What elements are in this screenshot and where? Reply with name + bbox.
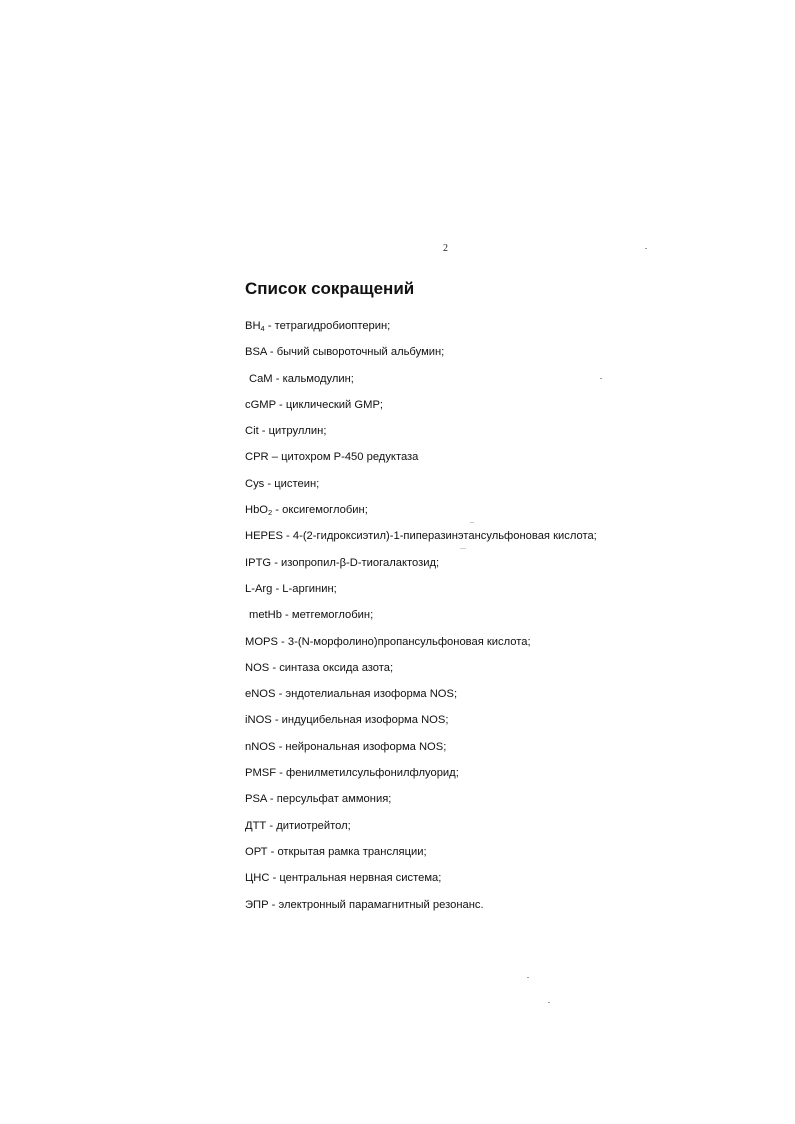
list-item-cgmp: [245, 397, 597, 423]
list-item-cys: [245, 476, 597, 502]
abbreviation-term: CPR: [245, 451, 269, 464]
abbreviation-term: BH: [245, 320, 261, 332]
list-item-bh4: [245, 318, 597, 344]
abbreviation-term: iNOS: [245, 714, 272, 727]
list-item-pmsf: [245, 765, 597, 791]
abbreviation-definition: - центральная нервная система;: [269, 872, 442, 885]
abbreviation-definition: - дитиотрейтол;: [266, 819, 351, 832]
list-item-nos: [245, 660, 597, 686]
list-item-bsa: [245, 344, 597, 370]
abbreviation-term: L-Arg: [245, 582, 273, 595]
list-item-mops: [245, 634, 597, 660]
list-item-l-arg: [245, 581, 597, 607]
abbreviation-term: MOPS: [245, 635, 278, 648]
abbreviation-definition: - бычий сывороточный альбумин;: [266, 346, 445, 359]
list-item-methb: [245, 607, 597, 633]
list-item-ort: [245, 844, 597, 870]
abbreviation-term: IPTG: [245, 556, 272, 569]
abbreviation-subscript: 4: [260, 324, 265, 333]
abbreviation-definition: – цитохром Р-450 редуктаза: [268, 451, 419, 464]
abbreviation-term: ЭПР: [245, 898, 269, 911]
abbreviation-definition: - изопропил-β-D-тиогалактозид;: [271, 556, 440, 569]
list-item-cit: [245, 423, 597, 449]
abbreviation-term: ОРТ: [245, 845, 268, 858]
abbreviation-definition: - персульфат аммония;: [266, 793, 392, 806]
abbreviation-definition: - электронный парамагнитный резонанс.: [268, 898, 484, 911]
list-item-inos: [245, 712, 597, 738]
abbreviation-term: nNOS: [245, 740, 276, 753]
abbreviation-definition: - кальмодулин;: [272, 372, 354, 385]
abbreviation-list: [245, 318, 597, 923]
list-item-enos: [245, 686, 597, 712]
scan-speck: [470, 522, 474, 523]
abbreviation-definition: - тетрагидробиоптерин;: [264, 320, 391, 332]
abbreviation-definition: - L-аргинин;: [272, 582, 337, 595]
abbreviation-term: NOS: [245, 661, 270, 674]
abbreviation-definition: - 3-(N-морфолино)пропансульфоновая кислота;: [277, 635, 531, 648]
abbreviation-definition: - индуцибельная изоформа NOS;: [271, 714, 449, 727]
abbreviation-term: eNOS: [245, 688, 276, 701]
abbreviation-definition: - фенилметилсульфонилфлуорид;: [276, 767, 459, 780]
list-item-cpr: [245, 449, 597, 475]
abbreviation-definition: - открытая рамка трансляции;: [267, 845, 427, 858]
page-number: 2: [443, 243, 448, 254]
abbreviation-term: HEPES: [245, 530, 283, 543]
abbreviation-term: HbO: [245, 504, 269, 517]
abbreviation-term: Cys: [245, 477, 265, 490]
list-item-psa: [245, 791, 597, 817]
abbreviation-definition: - цитруллин;: [258, 425, 327, 438]
abbreviation-term: cGMP: [245, 398, 276, 411]
scan-speck: [645, 248, 647, 249]
list-item-cam: [245, 371, 597, 397]
abbreviation-definition: - цистеин;: [264, 477, 320, 490]
list-item-nnos: [245, 739, 597, 765]
scan-speck: [548, 1002, 550, 1003]
abbreviation-term: Cit: [245, 425, 259, 438]
abbreviation-term: PSA: [245, 793, 267, 806]
abbreviation-definition: - эндотелиальная изоформа NOS;: [275, 688, 458, 701]
list-item-hepes: [245, 528, 597, 554]
list-item-epr: [245, 897, 597, 923]
abbreviation-term: BSA: [245, 346, 267, 359]
abbreviation-definition: - оксигемоглобин;: [272, 504, 368, 517]
abbreviation-definition: - синтаза оксида азота;: [269, 661, 394, 674]
scan-speck: [460, 548, 466, 549]
abbreviation-term: ЦНС: [245, 872, 270, 885]
abbreviation-term: PMSF: [245, 767, 277, 780]
abbreviation-term: CaM: [249, 372, 273, 385]
scan-speck: [600, 378, 602, 379]
abbreviation-definition: - 4-(2-гидроксиэтил)-1-пиперазинэтансульфоновая кислота;: [282, 530, 597, 543]
abbreviation-term: metHb: [249, 609, 282, 622]
list-item-iptg: [245, 555, 597, 581]
list-item-hbo2: [245, 502, 597, 528]
list-item-cns: [245, 870, 597, 896]
abbreviation-definition: - метгемоглобин;: [281, 609, 374, 622]
abbreviation-definition: - циклический GMP;: [275, 398, 384, 411]
scan-speck: [527, 977, 529, 978]
abbreviation-term: ДТТ: [245, 819, 267, 832]
abbreviation-definition: - нейрональная изоформа NOS;: [275, 740, 447, 753]
abbreviation-subscript: 2: [268, 508, 273, 518]
list-item-dtt: [245, 818, 597, 844]
page-title: Список сокращений: [245, 279, 415, 298]
